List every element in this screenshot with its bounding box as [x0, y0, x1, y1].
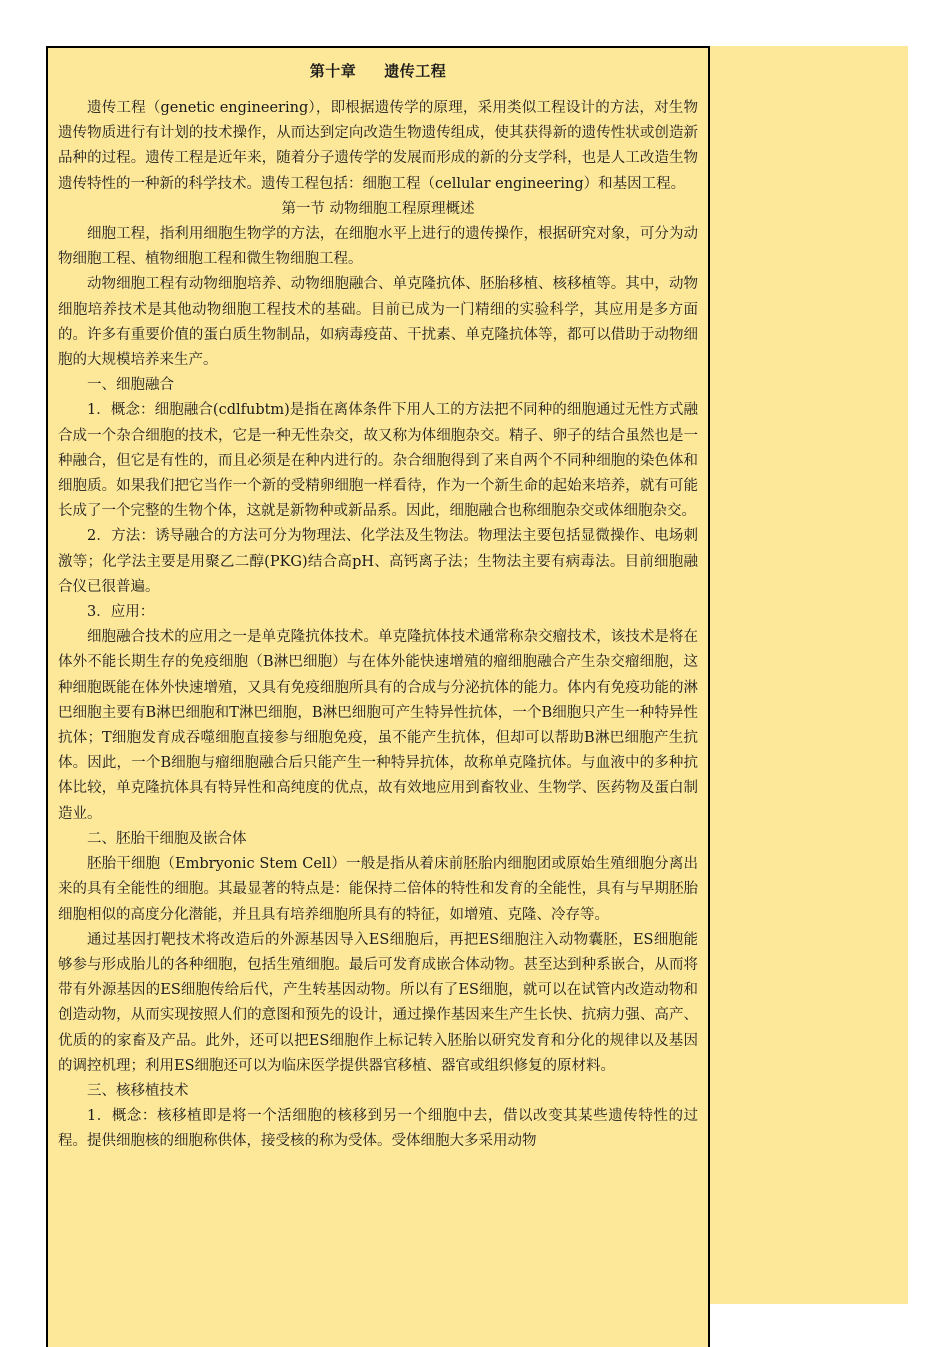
- paragraph: 2．方法：诱导融合的方法可分为物理法、化学法及生物法。物理法主要包括显微操作、电场刺激等；化学法主要是用聚乙二醇(PKG)结合高pH、高钙离子法；生物法主要有病毒法。目前细胞融合仪已很普遍。: [58, 528, 698, 595]
- paragraph: 1．概念：细胞融合(cdlfubtm)是指在离体条件下用人工的方法把不同种的细胞通过无性方式融合成一个杂合细胞的技术，它是一种无性杂交，故又称为体细胞杂交。精子、卵子的结合虽然也是一种融合，但它是有性的，而且必须是在种内进行的。杂合细胞得到了来自两个不同种细胞的染色体和细胞质。如果我们把它当作一个新的受精卵细胞一样看待，作为一个新生命的起始来培养，就有可能长成了一个完整的生物个体，这就是新物种或新品系。因此，细胞融合也称细胞杂交或体细胞杂交。: [58, 402, 698, 520]
- intro-paragraph: 遗传工程（genetic engineering），即根据遗传学的原理，采用类似工程设计的方法，对生物遗传物质进行有计划的技术操作，从而达到定向改造生物遗传组成，使其获得新的遗传性状或创造新品种的过程。遗传工程是近年来，随着分子遗传学的发展而形成的新的分支学科，也是人工改造生物遗传特性的一种新的科学技术。遗传工程包括：细胞工程（cellular engineering）和基因工程。: [58, 100, 698, 192]
- subsection-heading: 一、细胞融合: [87, 377, 174, 394]
- document-content: [58, 58, 698, 1155]
- paragraph: 动物细胞工程有动物细胞培养、动物细胞融合、单克隆抗体、胚胎移植、核移植等。其中，动物细胞培养技术是其他动物细胞工程技术的基础。目前已成为一门精细的实验科学，其应用是多方面的。许多有重要价值的蛋白质生物制品，如病毒疫苗、干扰素、单克隆抗体等，都可以借助于动物细胞的大规模培养来生产。: [58, 276, 698, 369]
- chapter-heading: [58, 58, 698, 84]
- subsection-heading: 二、胚胎干细胞及嵌合体: [87, 830, 247, 847]
- paragraph: 1．概念：核移植即是将一个活细胞的核移到另一个细胞中去，借以改变其某些遗传特性的过程。提供细胞核的细胞称供体，接受核的称为受体。受体细胞大多采用动物: [58, 1108, 698, 1150]
- subsection-heading: 三、核移植技术: [87, 1082, 189, 1099]
- paragraph: 细胞工程，指利用细胞生物学的方法，在细胞水平上进行的遗传操作，根据研究对象，可分为动物细胞工程、植物细胞工程和微生物细胞工程。: [58, 226, 698, 268]
- section-heading: 第一节 动物细胞工程原理概述: [281, 200, 475, 217]
- paragraph: 细胞融合技术的应用之一是单克隆抗体技术。单克隆抗体技术通常称杂交瘤技术，该技术是将在体外不能长期生存的免疫细胞（B淋巴细胞）与在体外能快速增殖的瘤细胞融合产生杂交瘤细胞，这种细胞既能在体外快速增殖，又具有免疫细胞所具有的合成与分泌抗体的能力。体内有免疫功能的淋巴细胞主要有B淋巴细胞和T淋巴细胞，B淋巴细胞可产生特异性抗体，一个B细胞只产生一种特异性抗体；T细胞发育成吞噬细胞直接参与细胞免疫，虽不能产生抗体，但却可以帮助B淋巴细胞产生抗体。因此，一个B细胞与瘤细胞融合后只能产生一种特异抗体，故称单克隆抗体。与血液中的多种抗体比较，单克隆抗体具有特异性和高纯度的优点，故有效地应用到畜牧业、生物学、医药物及蛋白制造业。: [58, 629, 698, 822]
- chapter-title: 遗传工程: [384, 62, 447, 80]
- paragraph: 胚胎干细胞（Embryonic Stem Cell）一般是指从着床前胚胎内细胞团或原始生殖细胞分离出来的具有全能性的细胞。其最显著的特点是：能保持二倍体的特性和发育的全能性，具有与早期胚胎细胞相似的高度分化潜能，并且具有培养细胞所具有的特征，如增殖、克隆、冷存等。: [58, 856, 698, 923]
- paragraph: 3．应用：: [87, 604, 155, 621]
- paragraph: 通过基因打靶技术将改造后的外源基因导入ES细胞后，再把ES细胞注入动物囊胚，ES细胞能够参与形成胎儿的各种细胞，包括生殖细胞。最后可发育成嵌合体动物。甚至达到种系嵌合，从而将带有外源基因的ES细胞传给后代，产生转基因动物。所以有了ES细胞，就可以在试管内改造动物和创造动物，从而实现按照人们的意图和预先的设计，通过操作基因来生产生长快、抗病力强、高产、优质的的家畜及产品。此外，还可以把ES细胞作上标记转入胚胎以研究发育和分化的规律以及基因的调控机理；利用ES细胞还可以为临床医学提供器官移植、器官或组织修复的原材料。: [58, 931, 698, 1074]
- chapter-number: 第十章: [309, 62, 357, 80]
